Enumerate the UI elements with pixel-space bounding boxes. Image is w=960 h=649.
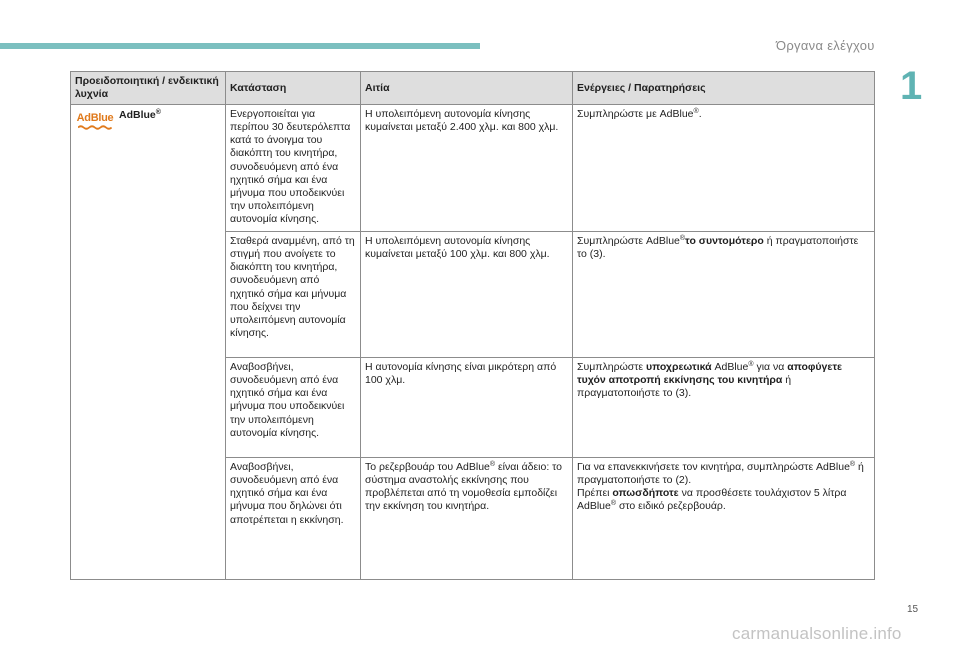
- warning-lamp-table: [70, 71, 875, 580]
- wave-icon: [78, 125, 112, 130]
- table-row: [71, 105, 875, 232]
- action-cell: Για να επανεκκινήσετε τον κινητήρα, συμπληρώστε AdBlue® ή πραγματοποιήστε το (2). Πρέπει οπωσδήποτε να προσθέσετε τουλάχιστον 5 λίτρα AdBlue® στο ειδικό ρεζερβουάρ.: [573, 458, 875, 580]
- column-header-state: Κατάσταση: [226, 72, 361, 105]
- cause-cell: Η υπολειπόμενη αυτονομία κίνησης κυμαίνεται μεταξύ 100 χλμ. και 800 χλμ.: [361, 232, 573, 358]
- section-title: Όργανα ελέγχου: [776, 38, 875, 53]
- state-cell: Αναβοσβήνει, συνοδευόμενη από ένα ηχητικό σήμα και ένα μήνυμα που δηλώνει ότι αποτρέπεται η εκκίνηση.: [226, 458, 361, 580]
- state-cell: Σταθερά αναμμένη, από τη στιγμή που ανοίγετε το διακόπτη του κινητήρα, συνοδευόμενη από ηχητικό σήμα και μήνυμα που δείχνει την υπολειπόμενη αυτονομία κίνησης.: [226, 232, 361, 358]
- top-accent-bar: [0, 43, 480, 49]
- adblue-warning-icon: [73, 113, 117, 130]
- column-header-cause: Αιτία: [361, 72, 573, 105]
- page-number: 15: [907, 604, 919, 615]
- action-cell: Συμπληρώστε με AdBlue®.: [573, 105, 875, 232]
- state-cell: Αναβοσβήνει, συνοδευόμενη από ένα ηχητικό σήμα και ένα μήνυμα που υποδεικνύει την υπολειπόμενη αυτονομία κίνησης.: [226, 358, 361, 458]
- column-header-indicator: Προειδοποιητική / ενδεικτική λυχνία: [71, 72, 226, 105]
- state-cell: Ενεργοποιείται για περίπου 30 δευτερόλεπτα κατά το άνοιγμα του διακόπτη του κινητήρα, συνοδευόμενη από ένα ηχητικό σήμα και ένα μήνυμα που υποδεικνύει την υπολειπόμενη αυτονομία κίνησης.: [226, 105, 361, 232]
- watermark-text: carmanualsonline.info: [732, 624, 902, 643]
- indicator-name: AdBlue®: [119, 109, 161, 122]
- adblue-logo-text: AdBlue: [76, 112, 114, 125]
- table-header-row: [71, 72, 875, 105]
- chapter-number: 1: [900, 64, 923, 108]
- indicator-cell: [71, 105, 226, 580]
- action-cell: Συμπληρώστε υποχρεωτικά AdBlue® για να αποφύγετε τυχόν αποτροπή εκκίνησης του κινητήρα ή πραγματοποιήστε το (3).: [573, 358, 875, 458]
- column-header-action: Ενέργειες / Παρατηρήσεις: [573, 72, 875, 105]
- action-cell: Συμπληρώστε AdBlue®το συντομότερο ή πραγματοποιήστε το (3).: [573, 232, 875, 358]
- cause-cell: Η υπολειπόμενη αυτονομία κίνησης κυμαίνεται μεταξύ 2.400 χλμ. και 800 χλμ.: [361, 105, 573, 232]
- cause-cell: Η αυτονομία κίνησης είναι μικρότερη από 100 χλμ.: [361, 358, 573, 458]
- cause-cell: Το ρεζερβουάρ του AdBlue® είναι άδειο: το σύστημα αναστολής εκκίνησης που προβλέπεται από τη νομοθεσία εμποδίζει την εκκίνηση του κινητήρα.: [361, 458, 573, 580]
